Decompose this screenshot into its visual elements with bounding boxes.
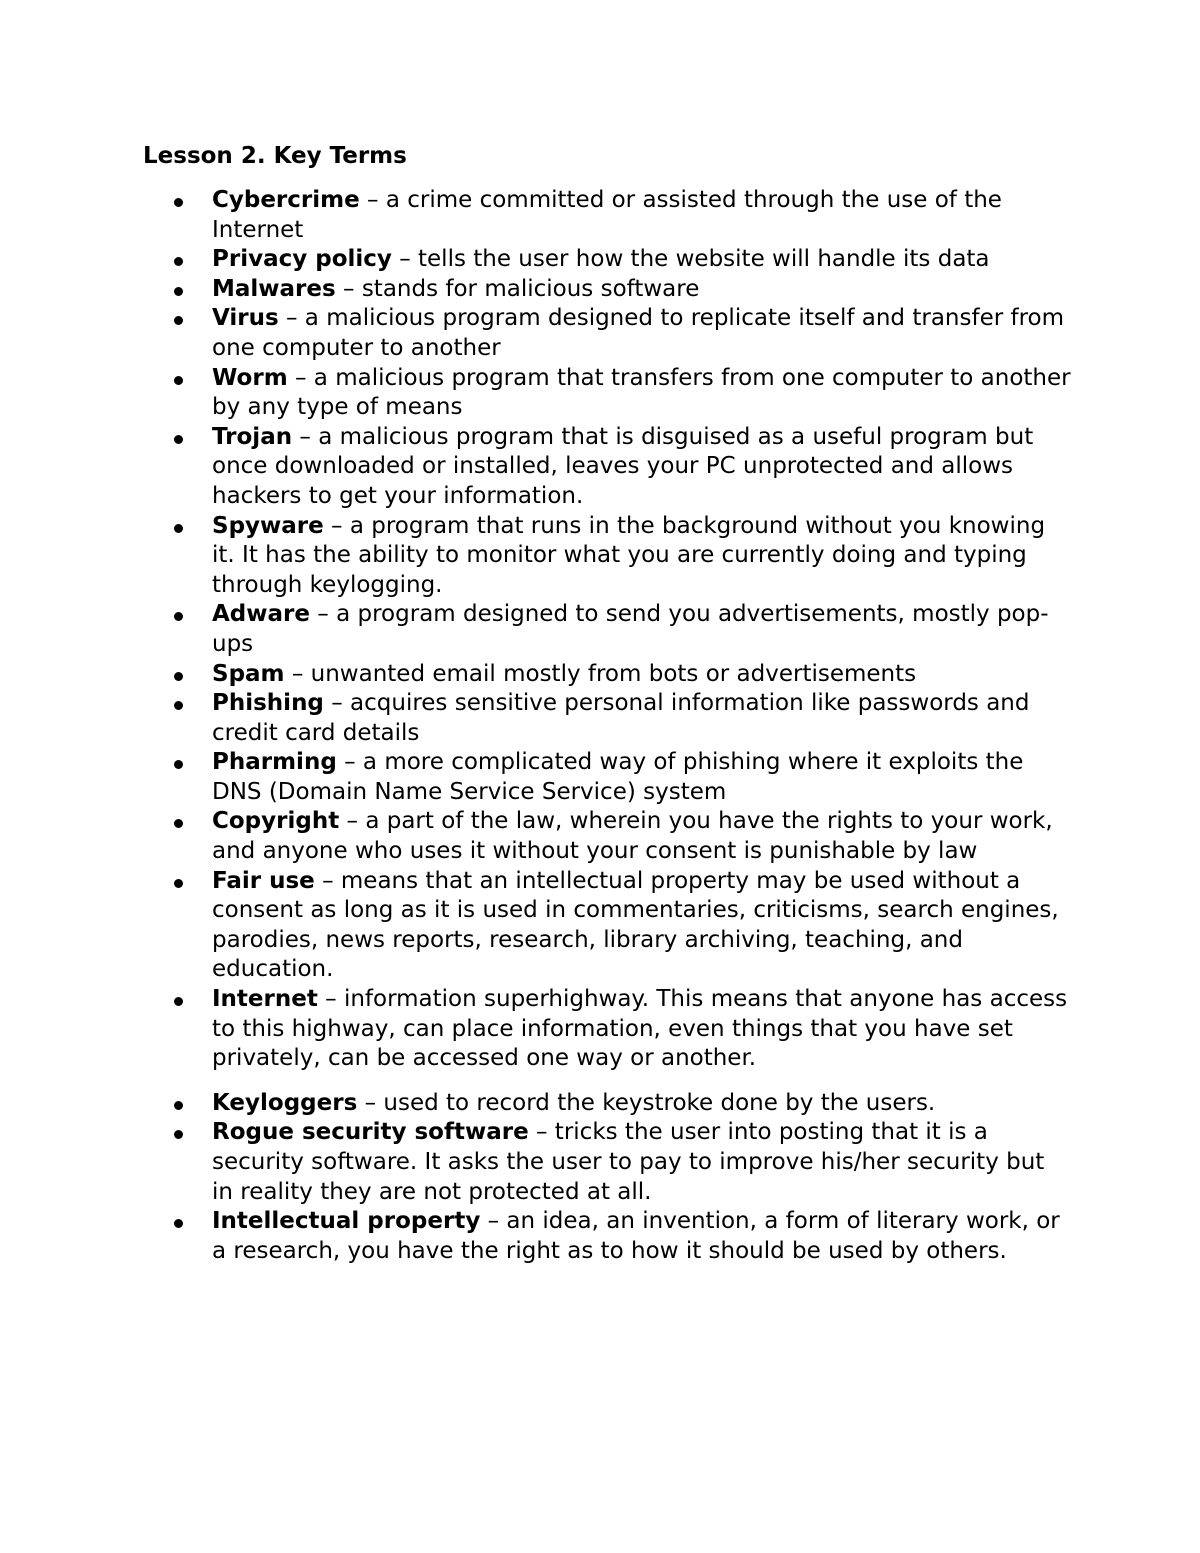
term-name: Copyright <box>212 808 340 835</box>
term-definition: – a malicious program that transfers from one computer to another by any type of means <box>212 364 1071 421</box>
term-definition: – a program designed to send you advertisements, mostly pop-ups <box>212 601 1049 657</box>
term-name: Pharming <box>212 749 337 776</box>
list-item <box>0 423 1072 512</box>
term-name: Internet <box>212 986 318 1013</box>
bullet-icon <box>174 760 183 769</box>
term-name: Fair use <box>212 867 315 894</box>
bullet-icon <box>174 1130 183 1139</box>
term-definition: – tells the user how the website will handle its data <box>391 246 990 273</box>
list-item <box>0 1118 1072 1207</box>
list-item <box>0 1207 1072 1266</box>
term-definition: – a crime committed or assisted through the use of the Internet <box>212 187 1002 243</box>
list-item <box>0 600 1072 659</box>
term-definition: – used to record the keystroke done by the users. <box>357 1089 936 1116</box>
bullet-icon <box>174 612 183 621</box>
term-definition: – stands for malicious software <box>335 275 700 302</box>
bullet-icon <box>174 198 183 207</box>
list-item <box>0 275 1072 305</box>
list-item <box>0 512 1072 601</box>
term-name: Intellectual property <box>212 1208 481 1235</box>
term-name: Rogue security software <box>212 1119 529 1146</box>
term-name: Privacy policy <box>212 246 392 273</box>
term-name: Spyware <box>212 512 324 539</box>
term-definition: – means that an intellectual property may be used without a consent as long as it is used in commentaries, criticisms, search engines, parodies, news reports, research, library archiving, teaching, and education. <box>212 867 1059 983</box>
term-name: Trojan <box>212 423 293 450</box>
term-definition: – a program that runs in the background without you knowing it. It has the ability to monitor what you are currently doing and typing through keylogging. <box>212 512 1046 598</box>
bullet-icon <box>174 819 183 828</box>
bullet-icon <box>174 287 183 296</box>
term-name: Adware <box>212 601 310 628</box>
term-definition: – information superhighway. This means that anyone has access to this highway, can place information, even things that you have set privately, can be accessed one way or another. <box>212 986 1068 1072</box>
bullet-icon <box>174 376 183 385</box>
list-item <box>0 748 1072 807</box>
term-definition: – an idea, an invention, a form of literary work, or a research, you have the right as to how it should be used by others. <box>212 1208 1060 1264</box>
list-item <box>0 245 1072 275</box>
list-item <box>0 1089 1072 1119</box>
term-definition: – a part of the law, wherein you have the rights to your work, and anyone who uses it without your consent is punishable by law <box>212 808 1053 865</box>
bullet-icon <box>174 524 183 533</box>
bullet-icon <box>174 879 183 888</box>
page-title: Lesson 2. Key Terms <box>143 143 407 169</box>
term-definition: – acquires sensitive personal information like passwords and credit card details <box>212 690 1030 746</box>
bullet-icon <box>174 701 183 710</box>
list-item <box>0 660 1072 690</box>
bullet-icon <box>174 257 183 266</box>
term-name: Virus <box>212 305 279 332</box>
bullet-icon <box>174 1219 183 1228</box>
term-definition: – a malicious program that is disguised as a useful program but once downloaded or installed, leaves your PC unprotected and allows hackers to get your information. <box>212 423 1034 509</box>
list-item <box>0 364 1072 423</box>
list-item <box>0 186 1072 245</box>
term-definition: – tricks the user into posting that it is a security software. It asks the user to pay to improve his/her security but in reality they are not protected at all. <box>212 1119 1045 1205</box>
list-item <box>0 867 1072 985</box>
bullet-icon <box>174 316 183 325</box>
term-name: Spam <box>212 660 285 687</box>
term-name: Worm <box>212 364 288 391</box>
bullet-icon <box>174 1101 183 1110</box>
key-terms-list <box>0 186 1200 1266</box>
bullet-icon <box>174 997 183 1006</box>
term-definition: – a more complicated way of phishing where it exploits the DNS (Domain Name Service Service) system <box>212 749 1024 805</box>
term-name: Malwares <box>212 275 336 302</box>
bullet-icon <box>174 435 183 444</box>
term-name: Keyloggers <box>212 1089 358 1116</box>
term-definition: – unwanted email mostly from bots or advertisements <box>284 660 917 687</box>
list-item <box>0 807 1072 866</box>
list-item <box>0 689 1072 748</box>
term-name: Cybercrime <box>212 187 360 213</box>
term-name: Phishing <box>212 690 324 717</box>
list-item <box>0 985 1072 1074</box>
bullet-icon <box>174 672 183 681</box>
term-definition: – a malicious program designed to replicate itself and transfer from one computer to another <box>212 305 1065 361</box>
list-item <box>0 304 1072 363</box>
